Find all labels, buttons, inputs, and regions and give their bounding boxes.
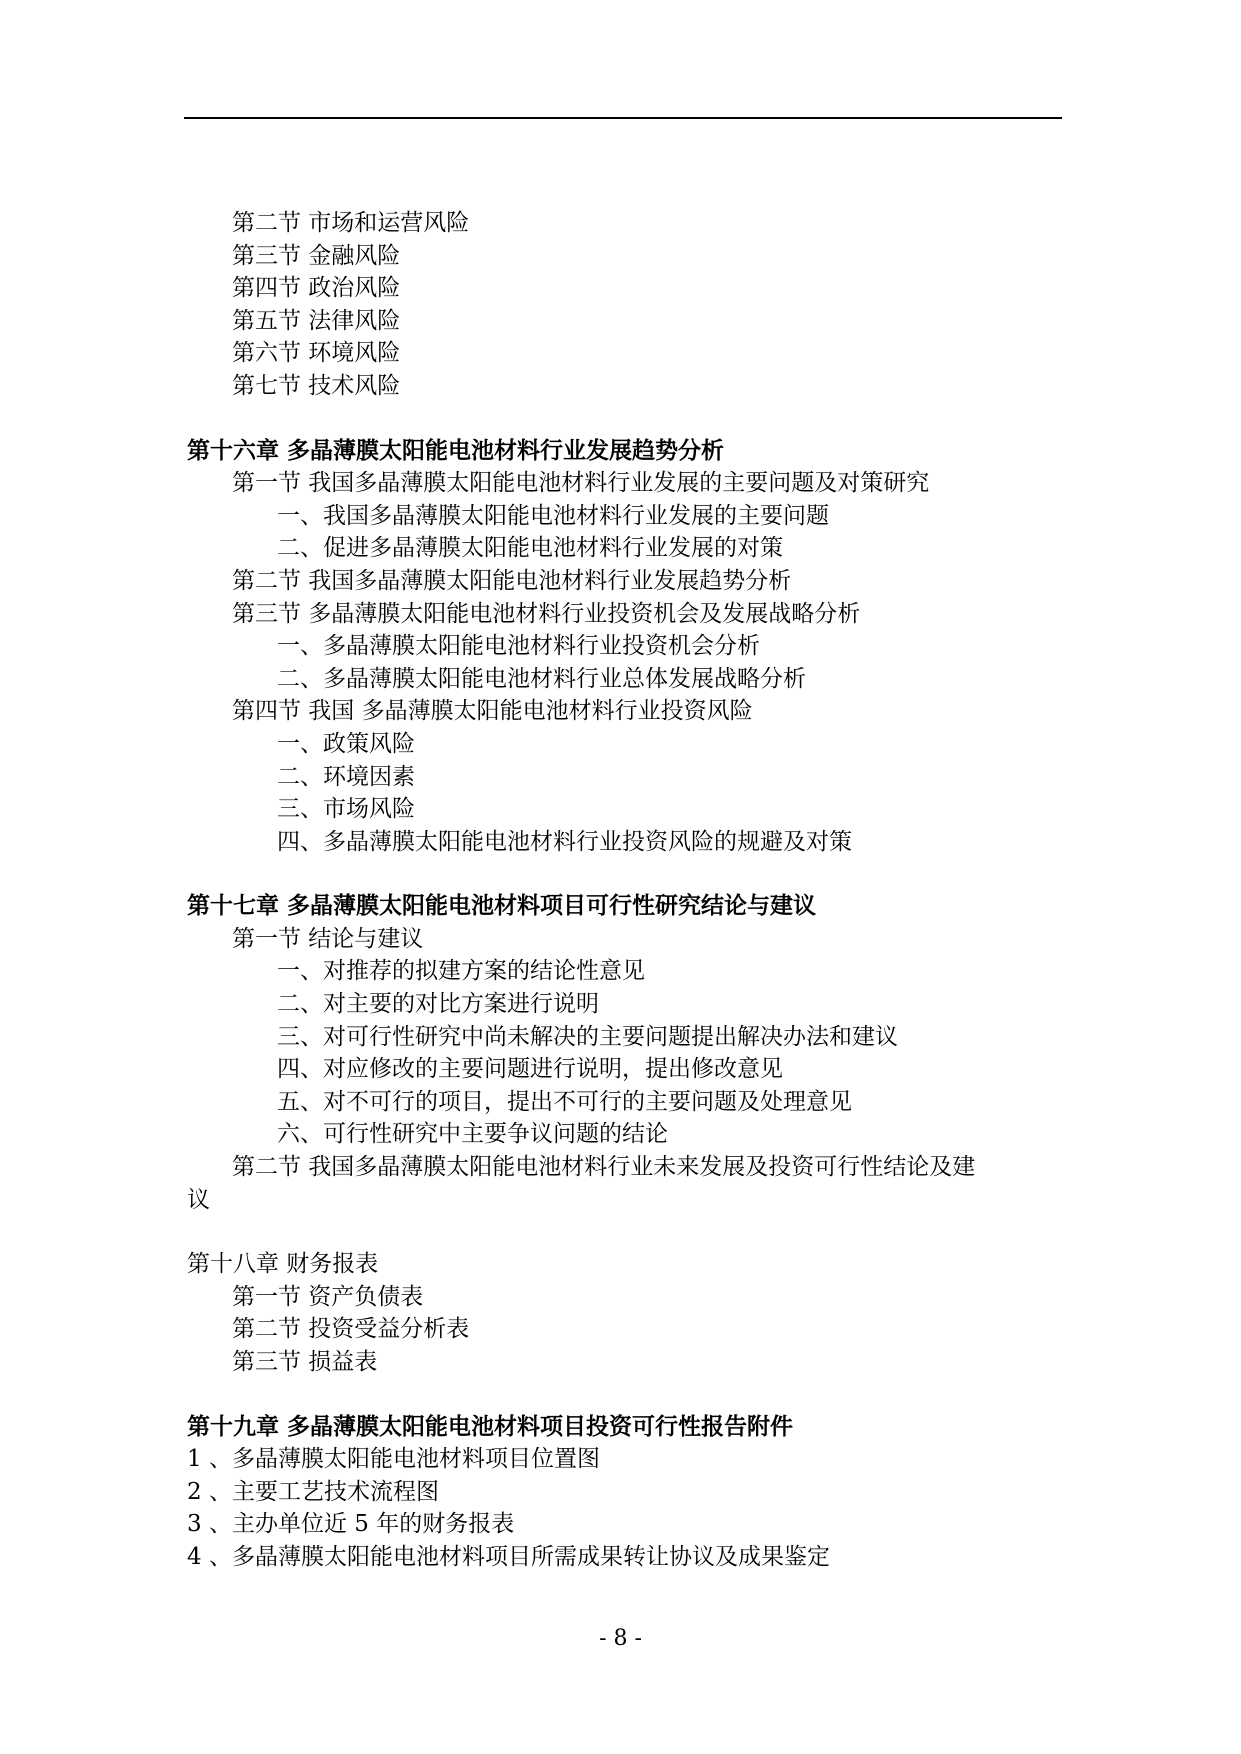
toc-item: 二、环境因素 bbox=[277, 763, 415, 790]
toc-chapter: 第十六章 多晶薄膜太阳能电池材料行业发展趋势分析 bbox=[187, 436, 725, 464]
toc-item: 二、促进多晶薄膜太阳能电池材料行业发展的对策 bbox=[277, 535, 783, 562]
toc-item: 四、多晶薄膜太阳能电池材料行业投资风险的规避及对策 bbox=[277, 828, 852, 855]
toc-section: 第三节 金融风险 bbox=[232, 242, 401, 269]
spacer bbox=[187, 403, 1067, 435]
toc-item: 一、政策风险 bbox=[277, 730, 415, 757]
toc-appendix-item: 4 、多晶薄膜太阳能电池材料项目所需成果转让协议及成果鉴定 bbox=[187, 1543, 830, 1570]
toc-section: 第一节 资产负债表 bbox=[232, 1283, 424, 1310]
spacer bbox=[187, 1216, 1067, 1248]
toc-section: 第二节 市场和运营风险 bbox=[232, 210, 470, 236]
toc-section: 第一节 结论与建议 bbox=[232, 925, 424, 952]
toc-item: 五、对不可行的项目，提出不可行的主要问题及处理意见 bbox=[277, 1088, 852, 1115]
toc-appendix-item: 2 、主要工艺技术流程图 bbox=[187, 1478, 439, 1505]
toc-item: 一、我国多晶薄膜太阳能电池材料行业发展的主要问题 bbox=[277, 502, 829, 529]
toc-item: 二、对主要的对比方案进行说明 bbox=[277, 991, 599, 1018]
toc-appendix-item: 3 、主办单位近 5 年的财务报表 bbox=[187, 1511, 515, 1538]
toc-section: 第一节 我国多晶薄膜太阳能电池材料行业发展的主要问题及对策研究 bbox=[232, 470, 930, 497]
table-of-contents bbox=[187, 207, 1067, 1574]
toc-item: 一、多晶薄膜太阳能电池材料行业投资机会分析 bbox=[277, 633, 760, 660]
toc-item: 一、对推荐的拟建方案的结论性意见 bbox=[277, 958, 645, 985]
toc-item: 三、对可行性研究中尚未解决的主要问题提出解决办法和建议 bbox=[277, 1023, 898, 1050]
toc-item: 二、多晶薄膜太阳能电池材料行业总体发展战略分析 bbox=[277, 665, 806, 692]
toc-section: 第三节 损益表 bbox=[232, 1349, 378, 1375]
page-number: - 8 - bbox=[599, 1626, 642, 1651]
toc-section: 第五节 法律风险 bbox=[232, 307, 401, 334]
toc-section: 第六节 环境风险 bbox=[232, 340, 401, 367]
toc-chapter: 第十七章 多晶薄膜太阳能电池材料项目可行性研究结论与建议 bbox=[187, 892, 817, 920]
toc-section: 第四节 我国 多晶薄膜太阳能电池材料行业投资风险 bbox=[232, 698, 753, 725]
toc-item: 三、市场风险 bbox=[277, 796, 415, 823]
spacer bbox=[187, 1379, 1067, 1411]
toc-section: 第三节 多晶薄膜太阳能电池材料行业投资机会及发展战略分析 bbox=[232, 600, 861, 627]
toc-section: 第二节 投资受益分析表 bbox=[232, 1316, 470, 1343]
toc-section: 第二节 我国多晶薄膜太阳能电池材料行业未来发展及投资可行性结论及建 bbox=[232, 1154, 976, 1181]
toc-section: 第七节 技术风险 bbox=[232, 372, 401, 399]
header-rule bbox=[184, 117, 1062, 119]
toc-item: 四、对应修改的主要问题进行说明，提出修改意见 bbox=[277, 1056, 783, 1083]
toc-chapter: 第十九章 多晶薄膜太阳能电池材料项目投资可行性报告附件 bbox=[187, 1412, 794, 1440]
toc-section-continuation: 议 bbox=[187, 1186, 210, 1213]
spacer bbox=[187, 858, 1067, 890]
toc-item: 六、可行性研究中主要争议问题的结论 bbox=[277, 1121, 668, 1148]
toc-appendix-item: 1 、多晶薄膜太阳能电池材料项目位置图 bbox=[187, 1446, 600, 1473]
toc-section: 第二节 我国多晶薄膜太阳能电池材料行业发展趋势分析 bbox=[232, 567, 792, 594]
toc-section: 第四节 政治风险 bbox=[232, 275, 401, 302]
toc-chapter: 第十八章 财务报表 bbox=[187, 1251, 379, 1278]
